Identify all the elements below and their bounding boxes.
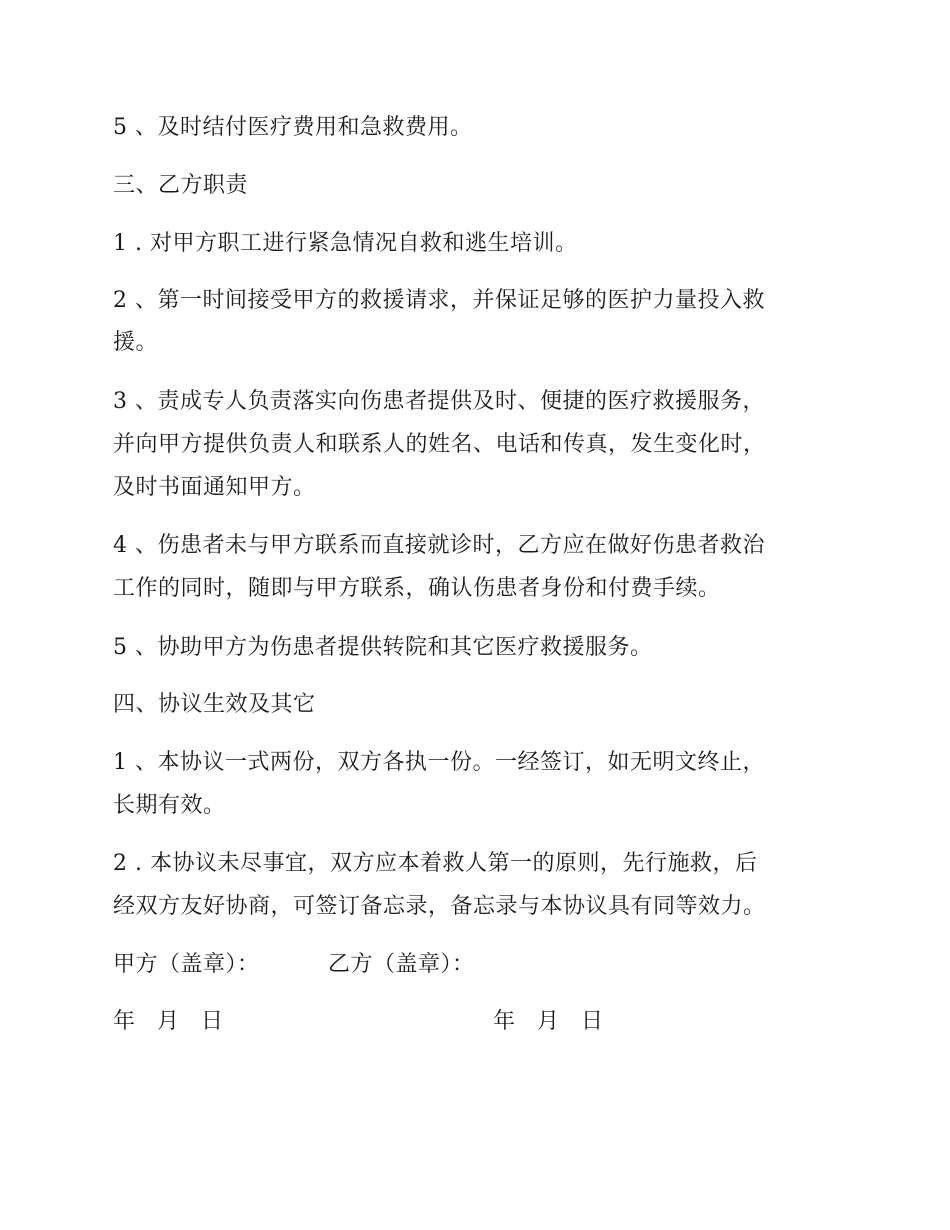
clause-b5: 5 、协助甲方为伤患者提供转院和其它医疗救援服务。 xyxy=(113,635,653,660)
clause-a5: 5 、及时结付医疗费用和急救费用。 xyxy=(113,115,473,140)
date-day-label: 日 xyxy=(581,1009,604,1034)
party-a-seal-label: 甲方（盖章）： xyxy=(113,952,260,977)
clause-b2-line1: 2 、第一时间接受甲方的救援请求，并保证足够的医护力量投入救 xyxy=(113,288,765,313)
date-year-label: 年 xyxy=(493,1009,516,1034)
date-year-label: 年 xyxy=(113,1009,136,1034)
clause-b1: 1 . 对甲方职工进行紧急情况自救和逃生培训。 xyxy=(113,231,578,256)
date-month-label: 月 xyxy=(157,1009,180,1034)
clause-c1-line1: 1 、本协议一式两份，双方各执一份。一经签订，如无明文终止， xyxy=(113,750,765,775)
party-a-date xyxy=(113,1000,224,1044)
date-month-label: 月 xyxy=(537,1009,560,1034)
clause-c2-line2: 经双方友好协商，可签订备忘录，备忘录与本协议具有同等效力。 xyxy=(113,894,766,919)
section-heading-4: 四、协议生效及其它 xyxy=(113,692,316,717)
clause-b3-line2: 并向甲方提供负责人和联系人的姓名、电话和传真，发生变化时， xyxy=(113,432,766,457)
section-heading-3: 三、乙方职责 xyxy=(113,173,249,198)
clause-b4-line2: 工作的同时，随即与甲方联系，确认伤患者身份和付费手续。 xyxy=(113,576,721,601)
clause-c2-line1: 2 . 本协议未尽事宜，双方应本着救人第一的原则，先行施救，后 xyxy=(113,851,758,876)
party-b-date xyxy=(493,1000,604,1044)
clause-b3-line3: 及时书面通知甲方。 xyxy=(113,475,316,500)
clause-b3-line1: 3 、责成专人负责落实向伤患者提供及时、便捷的医疗救援服务， xyxy=(113,389,765,414)
clause-c1-line2: 长期有效。 xyxy=(113,793,226,818)
date-day-label: 日 xyxy=(201,1009,224,1034)
party-b-seal-label: 乙方（盖章）： xyxy=(328,952,475,977)
clause-b2-line2: 援。 xyxy=(113,330,159,355)
clause-b4-line1: 4 、伤患者未与甲方联系而直接就诊时，乙方应在做好伤患者救治 xyxy=(113,533,765,558)
